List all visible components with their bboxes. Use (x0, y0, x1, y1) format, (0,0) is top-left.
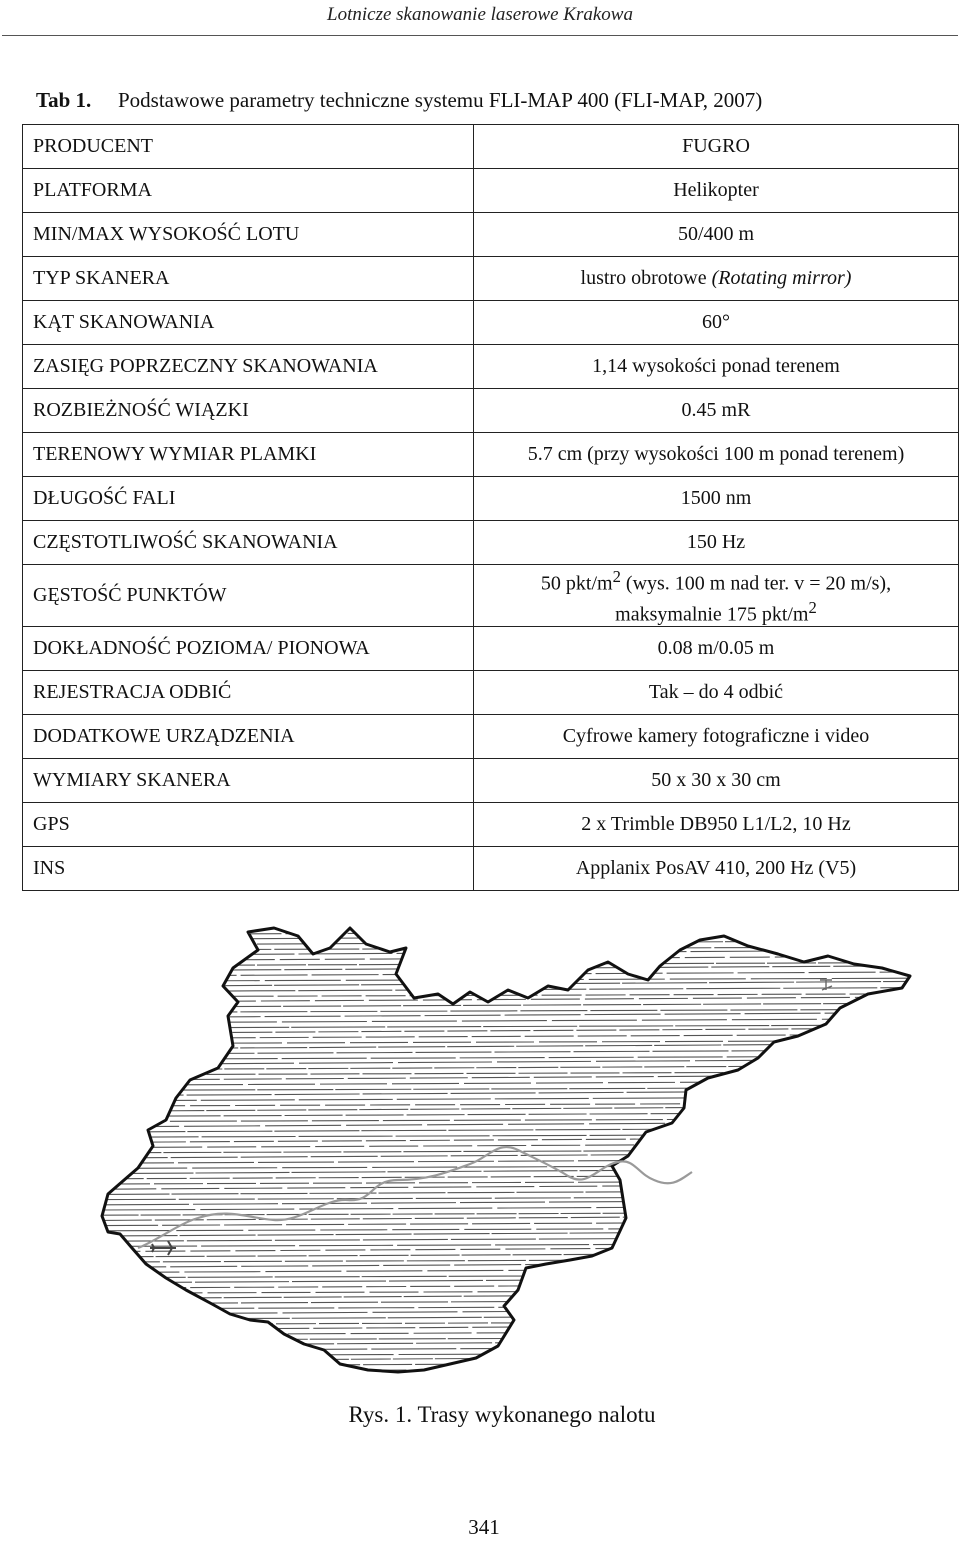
flight-line (104, 1228, 914, 1231)
flight-line (103, 1072, 915, 1075)
flight-line (103, 1268, 914, 1272)
flight-routes-map (98, 918, 914, 1388)
table-row (23, 521, 959, 565)
flight-line (105, 1371, 914, 1376)
row-value: 50 x 30 x 30 cm (474, 759, 959, 803)
flight-line (104, 1200, 914, 1205)
header-divider (2, 35, 958, 36)
row-value: 60° (474, 301, 959, 345)
flight-line (98, 947, 914, 950)
flight-line (101, 1153, 914, 1158)
row-value (474, 257, 959, 301)
flight-line (100, 1169, 915, 1174)
flight-line (98, 1159, 914, 1163)
table-row (23, 301, 959, 345)
flight-line (99, 972, 914, 976)
flight-line (102, 994, 914, 997)
row-key: TYP SKANERA (23, 257, 474, 301)
row-key: CZĘSTOTLIWOŚĆ SKANOWANIA (23, 521, 474, 565)
table-caption-text: Podstawowe parametry techniczne systemu FLI-MAP 400 (FLI-MAP, 2007) (118, 88, 763, 112)
flight-line (102, 1019, 914, 1023)
flight-line (103, 1243, 914, 1246)
flight-line (98, 1184, 914, 1189)
value-superscript: 2 (612, 567, 621, 586)
flight-line (103, 950, 915, 955)
flight-line (103, 1362, 914, 1366)
flight-line (105, 1013, 914, 1018)
flight-line (101, 1181, 914, 1184)
row-key: ZASIĘG POPRZECZNY SKANOWANIA (23, 345, 474, 389)
row-key: INS (23, 847, 474, 891)
row-key: GPS (23, 803, 474, 847)
flight-line (99, 1091, 914, 1096)
flight-line (100, 1368, 914, 1371)
flight-line (104, 1106, 914, 1111)
flight-line (99, 1237, 914, 1241)
flight-line (102, 1284, 914, 1288)
row-value: 50/400 m (474, 213, 959, 257)
parameters-table (22, 124, 959, 891)
row-key: ROZBIEŻNOŚĆ WIĄZKI (23, 389, 474, 433)
table-row (23, 125, 959, 169)
flight-line (103, 1190, 915, 1194)
table-row (23, 433, 959, 477)
row-value: Helikopter (474, 169, 959, 213)
row-key: REJESTRACJA ODBIĆ (23, 671, 474, 715)
flight-line (101, 966, 914, 971)
row-key: PLATFORMA (23, 169, 474, 213)
flight-line (101, 941, 914, 945)
row-value: Cyfrowe kamery fotograficzne i video (474, 715, 959, 759)
flight-line (100, 931, 915, 934)
airplane-icon (150, 1241, 176, 1255)
flight-line (102, 1259, 914, 1262)
flight-line (105, 1253, 914, 1257)
table-row (23, 213, 959, 257)
row-key: DOKŁADNOŚĆ POZIOMA/ PIONOWA (23, 627, 474, 671)
running-header: Lotnicze skanowanie laserowe Krakowa (327, 4, 633, 25)
flight-line (102, 1378, 914, 1382)
table-row (23, 477, 959, 521)
flight-line (100, 1103, 914, 1106)
row-key: TERENOWY WYMIAR PLAMKI (23, 433, 474, 477)
flight-line (103, 1003, 914, 1007)
flight-line (100, 1290, 915, 1293)
table-row (23, 627, 959, 671)
flight-line (99, 997, 914, 1002)
figure-caption: Rys. 1. Trasy wykonanego nalotu (348, 1402, 656, 1427)
table-row (23, 671, 959, 715)
table-caption (36, 88, 762, 113)
row-value: 150 Hz (474, 521, 959, 565)
flight-line (102, 1112, 914, 1116)
table-row (23, 169, 959, 213)
flight-line (103, 1028, 914, 1033)
flight-line (100, 1340, 914, 1345)
table-row (23, 715, 959, 759)
row-value: Applanix PosAV 410, 200 Hz (V5) (474, 847, 959, 891)
flight-line (101, 1087, 914, 1090)
row-key: KĄT SKANOWANIA (23, 301, 474, 345)
value-superscript: 2 (808, 597, 817, 617)
flight-line (102, 925, 914, 929)
flight-line (100, 1128, 914, 1132)
flight-line (98, 1278, 914, 1283)
flight-line (102, 1044, 914, 1049)
table-row (23, 759, 959, 803)
flight-line (104, 1293, 914, 1298)
table-row (23, 847, 959, 891)
flight-line (104, 1321, 914, 1324)
flight-line (98, 1041, 914, 1044)
flight-line (99, 1262, 914, 1267)
table-row (23, 345, 959, 389)
flight-line (100, 1050, 915, 1054)
flight-line (100, 1197, 914, 1200)
row-value-text: lustro obrotowe (580, 267, 707, 289)
flight-line (103, 1215, 914, 1220)
flight-line (102, 1137, 914, 1142)
value-text: maksymalnie 175 pkt/m (615, 603, 809, 626)
flight-line (99, 1119, 914, 1122)
row-value: 1500 nm (474, 477, 959, 521)
flight-line (105, 1134, 914, 1137)
flight-line (103, 1122, 914, 1127)
flight-line (103, 1097, 914, 1101)
table-row (23, 803, 959, 847)
flight-line (100, 1315, 914, 1319)
flight-line (101, 1206, 914, 1210)
row-value: 1,14 wysokości ponad terenem (474, 345, 959, 389)
row-key: WYMIARY SKANERA (23, 759, 474, 803)
row-value: 0.08 m/0.05 m (474, 627, 959, 671)
table-row (23, 257, 959, 301)
flight-line (102, 1165, 914, 1168)
row-key: PRODUCENT (23, 125, 474, 169)
row-key: GĘSTOŚĆ PUNKTÓW (23, 565, 474, 627)
flight-line (100, 1075, 914, 1080)
value-text: (wys. 100 m nad ter. v = 20 m/s), (620, 572, 892, 595)
row-key: DODATKOWE URZĄDZENIA (23, 715, 474, 759)
flight-line (100, 1247, 914, 1252)
page-number: 341 (468, 1515, 500, 1539)
flight-line (104, 1081, 914, 1085)
row-value: 5.7 cm (przy wysokości 100 m ponad terenem) (474, 433, 959, 477)
value-text: 50 pkt/m (540, 572, 613, 595)
flight-line (104, 935, 914, 940)
city-boundary-map (98, 918, 914, 1388)
row-value: FUGRO (474, 125, 959, 169)
row-key: DŁUGOŚĆ FALI (23, 477, 474, 521)
table-number: Tab 1. (36, 88, 92, 112)
row-value: 0.45 mR (474, 389, 959, 433)
flight-line (102, 1231, 914, 1236)
row-value: 2 x Trimble DB950 L1/L2, 10 Hz (474, 803, 959, 847)
flight-line (104, 1175, 914, 1179)
flight-line (98, 919, 914, 924)
flight-line (104, 1346, 914, 1350)
flight-line (101, 1275, 914, 1278)
flight-line (104, 963, 914, 966)
flight-lines (98, 919, 914, 1382)
flight-line (102, 1353, 914, 1356)
row-value-italic: (Rotating mirror) (711, 267, 852, 289)
flight-line (100, 1009, 914, 1012)
flight-line (100, 1222, 914, 1226)
table-row (23, 565, 959, 627)
flight-line (103, 1150, 914, 1153)
flight-line (99, 1356, 914, 1361)
row-value (474, 565, 959, 627)
row-value: Tak – do 4 odbić (474, 671, 959, 715)
row-key: MIN/MAX WYSOKOŚĆ LOTU (23, 213, 474, 257)
flight-line (103, 1337, 914, 1340)
table-row (23, 389, 959, 433)
flight-line (99, 1025, 914, 1028)
